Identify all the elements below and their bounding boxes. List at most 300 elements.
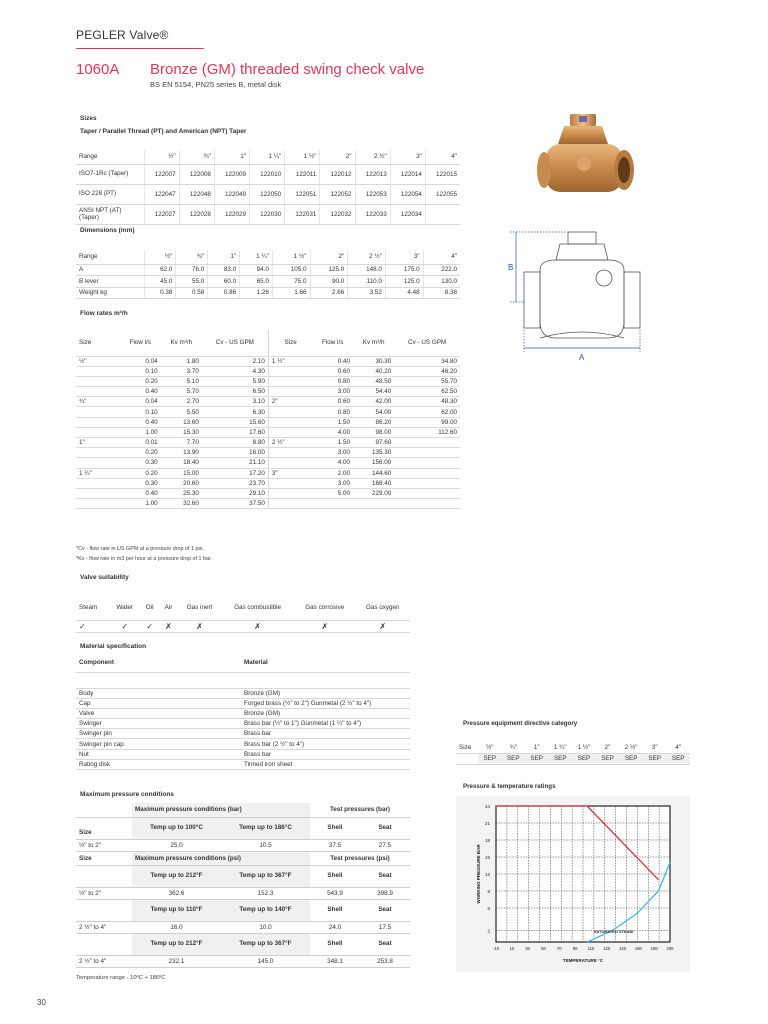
ped-value: SEP	[643, 753, 666, 764]
chart-heading: Pressure & temperature ratings	[463, 783, 556, 790]
table-row	[76, 356, 460, 366]
page-number: 30	[37, 998, 46, 1007]
table-cell	[268, 458, 312, 468]
table-cell: 122014	[390, 164, 425, 184]
pres-t212f-2: Temp up to 212°F	[132, 933, 221, 955]
table-row	[76, 427, 460, 437]
component-name: Swinger	[76, 719, 241, 729]
y-tick-label: 15	[484, 855, 490, 860]
table-cell: 0.04	[120, 397, 161, 407]
brand-name: PEGLER Valve®	[76, 28, 169, 42]
suitability-label: Gas combustible	[221, 596, 294, 620]
suitability-label: Oil	[140, 596, 159, 620]
table-cell: 23.70	[202, 478, 268, 488]
table-cell: 54.00	[353, 407, 394, 417]
ped-value: SEP	[478, 753, 501, 764]
table-cell: 3"	[385, 250, 423, 264]
pres-row-size: ½" to 2"	[76, 887, 132, 899]
pres-shell-1: Shell	[310, 817, 360, 839]
table-cell: 15.00	[161, 468, 202, 478]
product-title: Bronze (GM) threaded swing check valve	[150, 61, 425, 78]
material-name: Brass bar (2 ½" to 4")	[241, 739, 410, 749]
table-cell	[76, 478, 120, 488]
materials-table	[76, 654, 410, 770]
row-label: Range	[76, 250, 144, 264]
pres-shell-3: Shell	[310, 899, 360, 921]
pres-val: 543.9	[310, 887, 360, 899]
x-tick-label: 70	[556, 946, 562, 951]
ped-empty	[456, 753, 478, 764]
table-cell	[394, 438, 460, 448]
table-cell: 25.30	[161, 488, 202, 498]
table-cell: 17.20	[202, 468, 268, 478]
table-cell: 1.50	[312, 438, 353, 448]
table-cell: 122048	[179, 184, 214, 204]
table-cell: 0.10	[120, 407, 161, 417]
ped-value: SEP	[619, 753, 643, 764]
suitability-label: Steam	[76, 596, 109, 620]
valve-photo	[528, 108, 648, 214]
table-cell: 1 ½"	[285, 150, 320, 164]
table-cell: 83.0	[208, 264, 240, 276]
table-cell: 6.30	[202, 407, 268, 417]
drawing-bonnet	[556, 244, 608, 260]
x-tick-label: 110	[587, 946, 595, 951]
pres-test-bar: Test pressures (bar)	[310, 803, 410, 817]
dimension-drawing	[500, 222, 680, 372]
pres-seat-3: Seat	[360, 899, 410, 921]
table-cell: 0.40	[120, 488, 161, 498]
drawing-end-right	[624, 272, 640, 328]
table-cell	[268, 417, 312, 427]
table-cell: 122051	[285, 184, 320, 204]
table-cell: 122031	[285, 204, 320, 224]
table-cell: 0.80	[312, 376, 353, 386]
table-row	[76, 438, 460, 448]
table-cell: 99.00	[394, 417, 460, 427]
table-cell: 130.0	[423, 276, 460, 288]
column-header: Size	[268, 330, 312, 356]
table-row	[76, 729, 410, 739]
ped-size-row	[456, 742, 690, 753]
component-name: Cap	[76, 698, 241, 708]
table-cell: 5.70	[161, 387, 202, 397]
photo-port	[618, 157, 630, 183]
x-tick-label: 120	[603, 946, 611, 951]
table-cell: 62.0	[144, 264, 176, 276]
row-label: ANSI NPT (AT) (Taper)	[76, 204, 144, 224]
table-cell: 175.0	[385, 264, 423, 276]
suitability-marks	[76, 620, 410, 632]
table-cell: 40.20	[353, 366, 394, 376]
table-cell: 122015	[425, 164, 460, 184]
table-cell: ¾"	[176, 250, 208, 264]
sizes-table	[76, 150, 460, 225]
table-row	[76, 708, 410, 718]
pres-seat-1: Seat	[360, 817, 410, 839]
pres-empty	[76, 899, 132, 921]
column-header: Kv m³/h	[353, 330, 394, 356]
table-row	[76, 698, 410, 708]
row-label: ISO 228 (PT)	[76, 184, 144, 204]
table-row	[76, 397, 460, 407]
pres-max-psi: Maximum pressure conditions (psi)	[132, 851, 310, 865]
y-axis-label: WORKING PRESSURE BAR	[476, 844, 481, 904]
material-name: Brass bar	[241, 749, 410, 759]
material-name: Bronze (GM)	[241, 708, 410, 718]
table-cell: 4"	[423, 250, 460, 264]
table-cell: 30.30	[353, 356, 394, 366]
table-cell: 76.0	[176, 264, 208, 276]
table-cell: 105.0	[272, 264, 310, 276]
pres-size-label	[76, 803, 132, 817]
table-cell: 0.20	[120, 468, 161, 478]
table-row	[76, 276, 460, 288]
table-cell	[76, 427, 120, 437]
table-cell: 122012	[320, 164, 355, 184]
table-cell: 122055	[425, 184, 460, 204]
table-cell	[76, 448, 120, 458]
suitability-label: Gas corrosive	[294, 596, 356, 620]
table-cell: 135.30	[353, 448, 394, 458]
suitability-label: Gas inert	[178, 596, 221, 620]
table-cell: 13.90	[161, 448, 202, 458]
column-header: Flow l/s	[120, 330, 161, 356]
pressure-table	[76, 803, 410, 968]
table-cell: 0.01	[120, 438, 161, 448]
table-cell: 97.60	[353, 438, 394, 448]
ped-value-row	[456, 753, 690, 764]
suitability-label: Gas oxygen	[356, 596, 410, 620]
table-cell	[76, 407, 120, 417]
table-cell: 122007	[144, 164, 179, 184]
table-cell: 17.60	[202, 427, 268, 437]
drawing-end-left	[524, 272, 540, 328]
table-cell	[394, 499, 460, 509]
column-header: Size	[76, 330, 120, 356]
pres-size: Size	[76, 817, 132, 839]
ped-size: 2"	[596, 742, 619, 753]
table-row	[76, 184, 460, 204]
table-cell: 4.00	[312, 458, 353, 468]
temperature-range: Temperature range - 10ºC + 186ºC	[76, 975, 166, 981]
table-row	[76, 739, 410, 749]
table-cell: 122008	[179, 164, 214, 184]
pres-t110f: Temp up to 110°F	[132, 899, 221, 921]
table-cell: 0.58	[176, 287, 208, 299]
material-name: Brass bar	[241, 729, 410, 739]
material-header: Material	[241, 654, 410, 672]
table-cell: 1.00	[120, 499, 161, 509]
x-tick-label: 140	[619, 946, 627, 951]
table-cell: ½"	[144, 150, 179, 164]
pres-t212f: Temp up to 212°F	[132, 865, 221, 887]
pres-seat-2: Seat	[360, 865, 410, 887]
table-cell: 86.20	[353, 417, 394, 427]
pres-empty	[76, 933, 132, 955]
pres-val: 17.5	[360, 921, 410, 933]
pres-test-psi: Test pressures (psi)	[310, 851, 410, 865]
table-cell: 112.60	[394, 427, 460, 437]
table-cell: 34.80	[394, 356, 460, 366]
ped-heading: Pressure equipment directive category	[463, 720, 578, 727]
table-cell	[76, 499, 120, 509]
table-cell: 2.00	[312, 468, 353, 478]
table-cell: ¾"	[179, 150, 214, 164]
table-cell: 0.30	[120, 478, 161, 488]
table-cell: 0.10	[120, 366, 161, 376]
table-cell: 7.70	[161, 438, 202, 448]
x-tick-label: 30	[525, 946, 530, 951]
table-cell: 65.0	[240, 276, 273, 288]
suitability-mark: ✗	[178, 620, 221, 632]
ped-value: SEP	[548, 753, 572, 764]
table-row	[76, 468, 460, 478]
suitability-table	[76, 596, 410, 633]
table-cell: 3.52	[348, 287, 386, 299]
material-name: Tinned iron sheet	[241, 759, 410, 769]
table-cell: 122028	[179, 204, 214, 224]
table-cell: 5.50	[161, 407, 202, 417]
table-cell: 2"	[310, 250, 348, 264]
pres-val: 10.5	[221, 839, 310, 851]
pres-size-2: Size	[76, 851, 132, 865]
table-cell: 0.20	[120, 376, 161, 386]
table-cell: 0.60	[312, 366, 353, 376]
ped-size: ¾"	[501, 742, 524, 753]
y-tick-label: 21	[484, 821, 490, 826]
table-cell: 122047	[144, 184, 179, 204]
table-cell: 122032	[320, 204, 355, 224]
table-cell: 45.0	[144, 276, 176, 288]
x-axis-label: TEMPERATURE °C	[562, 958, 604, 963]
table-cell	[76, 376, 120, 386]
ped-value: SEP	[572, 753, 596, 764]
column-header: Cv - US GPM	[394, 330, 460, 356]
table-cell: 98.00	[353, 427, 394, 437]
table-row	[76, 749, 410, 759]
suitability-mark: ✓	[140, 620, 159, 632]
table-cell: 122027	[144, 204, 179, 224]
table-cell	[353, 499, 394, 509]
table-cell: 37.50	[202, 499, 268, 509]
sizes-heading: Sizes	[80, 115, 97, 122]
chart-svg	[456, 796, 690, 972]
table-cell: 32.60	[161, 499, 202, 509]
pres-empty	[76, 865, 132, 887]
drawing-body	[540, 260, 624, 338]
table-cell: 122029	[214, 204, 249, 224]
ped-value: SEP	[666, 753, 690, 764]
table-cell: 1.66	[272, 287, 310, 299]
product-subtitle: BS EN 5154, PN25 series B, metal disk	[150, 80, 282, 89]
ped-size: ½"	[478, 742, 501, 753]
table-cell	[394, 488, 460, 498]
table-cell: 4.30	[202, 366, 268, 376]
table-row	[76, 376, 460, 386]
table-cell: 48.30	[394, 397, 460, 407]
component-name: Rating disk	[76, 759, 241, 769]
y-tick-label: 6	[487, 906, 490, 911]
pres-t186c: Temp up to 186°C	[221, 817, 310, 839]
ped-size: 1"	[525, 742, 548, 753]
table-cell: 4"	[425, 150, 460, 164]
table-cell: 222.0	[423, 264, 460, 276]
x-tick-label: -10	[492, 946, 500, 951]
table-cell: 2.70	[161, 397, 202, 407]
table-cell: 122052	[320, 184, 355, 204]
y-tick-label: 12	[484, 872, 490, 877]
table-cell: 90.0	[310, 276, 348, 288]
pres-val: 145.0	[221, 955, 310, 967]
flow-heading: Flow rates m³/h	[80, 310, 128, 317]
table-cell: 1.50	[312, 417, 353, 427]
table-cell: 42.00	[353, 397, 394, 407]
product-code: 1060A	[76, 61, 120, 78]
pres-max-bar: Maximum pressure conditions (bar)	[132, 803, 310, 817]
photo-rating-disk	[579, 116, 587, 122]
table-row	[76, 759, 410, 769]
table-cell: 122054	[390, 184, 425, 204]
y-tick-label: 9	[487, 889, 490, 894]
suitability-label: Air	[159, 596, 178, 620]
table-cell: 156.00	[353, 458, 394, 468]
table-cell	[268, 499, 312, 509]
table-row	[76, 478, 460, 488]
pres-row-size: 2 ½" to 4"	[76, 921, 132, 933]
table-row	[76, 287, 460, 299]
pres-t100c: Temp up to 100°C	[132, 817, 221, 839]
table-row	[76, 458, 460, 468]
photo-end-left	[537, 152, 551, 188]
table-cell	[394, 458, 460, 468]
table-cell	[268, 478, 312, 488]
table-cell: 122033	[355, 204, 390, 224]
table-cell: 1"	[214, 150, 249, 164]
table-cell: ½"	[76, 356, 120, 366]
table-cell: 0.86	[208, 287, 240, 299]
photo-bonnet	[558, 126, 608, 144]
table-cell	[268, 448, 312, 458]
table-cell	[268, 387, 312, 397]
table-cell	[394, 468, 460, 478]
table-cell: 18.40	[161, 458, 202, 468]
table-cell: 46.20	[394, 366, 460, 376]
flow-note-kv: *Kv - flow rate in m3 per hour at a pressure drop of 1 bar.	[76, 555, 213, 562]
suitability-mark: ✓	[109, 620, 140, 632]
table-cell	[425, 204, 460, 224]
suitability-mark: ✗	[159, 620, 178, 632]
materials-spacer	[76, 672, 410, 688]
x-tick-label: 90	[572, 946, 578, 951]
table-cell: 122049	[214, 184, 249, 204]
table-cell: 122013	[355, 164, 390, 184]
table-row	[76, 264, 460, 276]
sizes-subheading: Taper / Parallel Thread (PT) and American (NPT) Taper	[80, 128, 247, 135]
pres-val: 362.6	[132, 887, 221, 899]
component-name: Swinger pin cap	[76, 739, 241, 749]
table-cell: 2"	[320, 150, 355, 164]
brand-divider	[76, 48, 204, 49]
table-cell: 0.40	[312, 356, 353, 366]
table-row	[76, 417, 460, 427]
table-cell	[76, 366, 120, 376]
table-cell	[268, 376, 312, 386]
table-cell: 2.66	[310, 287, 348, 299]
table-cell: 1"	[208, 250, 240, 264]
pres-t140f: Temp up to 140°F	[221, 899, 310, 921]
x-tick-label: 180	[650, 946, 658, 951]
table-row	[76, 488, 460, 498]
flow-note-cv: *Cv - flow rate in US GPM at a pressure drop of 1 psi.	[76, 546, 204, 552]
row-label: Weight kg	[76, 287, 144, 299]
spacer-cell	[241, 672, 410, 688]
table-cell: 60.0	[208, 276, 240, 288]
suitability-mark: ✓	[76, 620, 109, 632]
table-cell: ½"	[144, 250, 176, 264]
table-cell: 16.00	[202, 448, 268, 458]
ped-value: SEP	[501, 753, 524, 764]
x-tick-label: 50	[541, 946, 546, 951]
ped-size: 4"	[666, 742, 690, 753]
y-tick-label: 2	[487, 928, 490, 934]
table-cell	[268, 366, 312, 376]
x-tick-label: 10	[509, 946, 515, 951]
pres-t367f-2: Temp up to 367°F	[221, 933, 310, 955]
table-cell: 48.50	[353, 376, 394, 386]
pres-t367f: Temp up to 367°F	[221, 865, 310, 887]
pres-val: 24.0	[310, 921, 360, 933]
table-row	[76, 499, 460, 509]
table-cell	[76, 488, 120, 498]
table-cell: 2 ½"	[355, 150, 390, 164]
table-cell: 2 ½"	[348, 250, 386, 264]
table-cell: 4.00	[312, 427, 353, 437]
table-row	[76, 250, 460, 264]
ped-size: 3"	[643, 742, 666, 753]
table-cell: 1 ¼"	[250, 150, 285, 164]
suitability-heading: Valve suitability	[80, 574, 129, 581]
x-tick-label: 200	[666, 946, 674, 951]
dim-a-label: A	[579, 353, 585, 362]
table-cell: 0.40	[120, 417, 161, 427]
ped-value: SEP	[525, 753, 548, 764]
pres-val: 10.0	[221, 921, 310, 933]
table-cell: 0.60	[312, 397, 353, 407]
pressure-heading: Maximum pressure conditions	[80, 791, 174, 798]
table-cell: 6.50	[202, 387, 268, 397]
table-cell: 4.48	[385, 287, 423, 299]
pres-val: 232.1	[132, 955, 221, 967]
column-header: Kv m³/h	[161, 330, 202, 356]
component-name: Swinger pin	[76, 729, 241, 739]
x-tick-label: 160	[634, 946, 642, 951]
table-cell: 3.10	[202, 397, 268, 407]
row-label: ISO7-1Rc (Taper)	[76, 164, 144, 184]
table-cell: 15.30	[161, 427, 202, 437]
pres-val: 348.1	[310, 955, 360, 967]
table-header-row	[76, 330, 460, 356]
table-cell: 54.40	[353, 387, 394, 397]
table-cell: 8.80	[202, 438, 268, 448]
table-cell: 0.30	[120, 458, 161, 468]
table-cell: 0.80	[312, 407, 353, 417]
ped-value: SEP	[596, 753, 619, 764]
suitability-mark: ✗	[356, 620, 410, 632]
table-cell: 55.70	[394, 376, 460, 386]
pres-val: 16.0	[132, 921, 221, 933]
table-row	[76, 387, 460, 397]
